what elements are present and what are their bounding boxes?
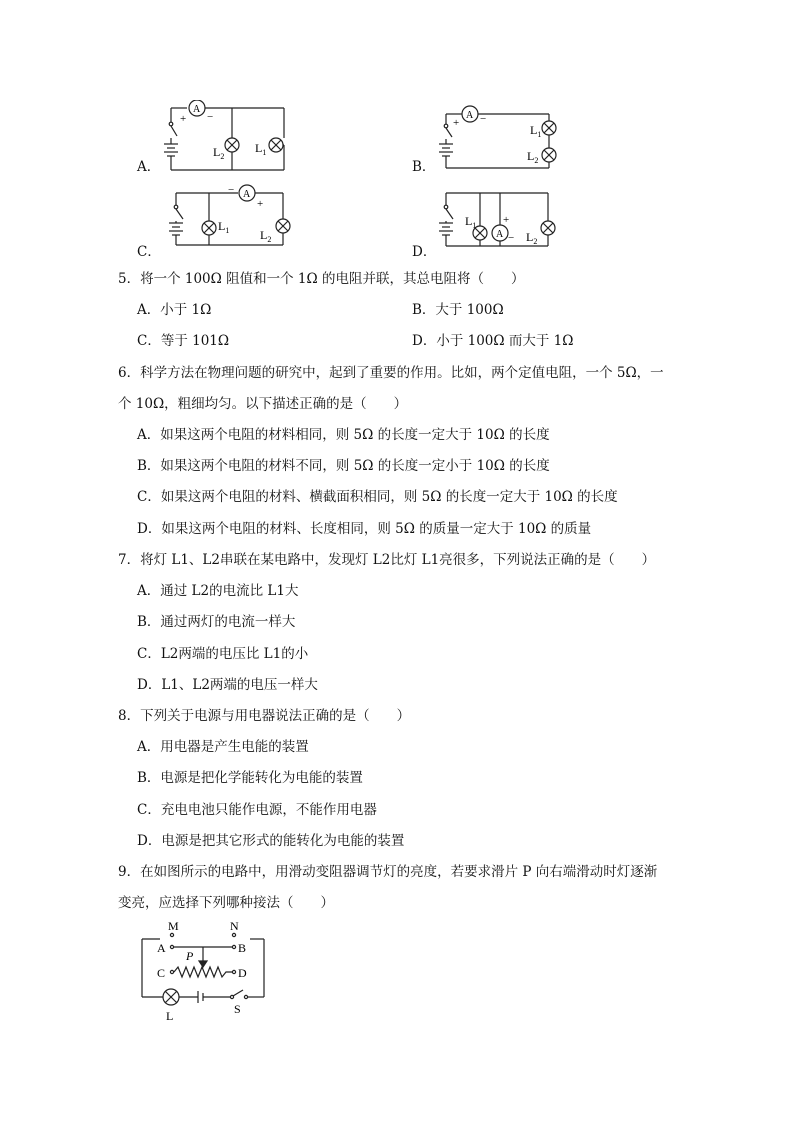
lamp-l2-label: $L_2$ [213, 145, 225, 161]
terminal-a-label: A [157, 941, 166, 955]
lamp-l1-label: $L_1$ [530, 123, 542, 139]
ammeter-label: A [496, 229, 504, 240]
lamp-l2-label: $L_2$ [527, 149, 539, 165]
minus-terminal: − [508, 232, 515, 244]
q5-option-d[interactable]: D．小于 100Ω 而大于 1Ω [412, 333, 574, 349]
q5-option-a[interactable]: A．小于 1Ω [137, 302, 212, 318]
q4-option-d[interactable]: D． [412, 244, 437, 260]
q6-option-a[interactable]: A．如果这两个电阻的材料相同，则 5Ω 的长度一定大于 10Ω 的长度 [137, 427, 550, 443]
circuit-diagram-b [432, 100, 562, 175]
q4-option-b[interactable]: B． [412, 159, 436, 175]
terminal-m-label: M [168, 919, 179, 933]
minus-terminal: − [480, 113, 487, 125]
circuit-diagram-c [160, 183, 295, 258]
ammeter-label: A [243, 189, 251, 200]
q5-stem: 5．将一个 100Ω 阻值和一个 1Ω 的电阻并联，其总电阻将（ ） [118, 271, 525, 287]
q6-stem-line2: 个 10Ω，粗细均匀。以下描述正确的是（ ） [118, 396, 408, 412]
lamp-l1-label: $L_1$ [255, 141, 267, 157]
plus-terminal: + [503, 214, 510, 226]
terminal-b-label: B [238, 941, 247, 955]
q9-stem-line1: 9．在如图所示的电路中，用滑动变阻器调节灯的亮度，若要求滑片 P 向右端滑动时灯逐渐 [118, 864, 658, 880]
rheostat-circuit-diagram [130, 915, 280, 1025]
q7-option-d[interactable]: D．L1、L2两端的电压一样大 [137, 677, 318, 693]
lamp-l2-label: $L_2$ [526, 230, 538, 246]
q8-option-a[interactable]: A．用电器是产生电能的装置 [137, 739, 309, 755]
ammeter-label: A [193, 104, 201, 115]
q6-option-d[interactable]: D．如果这两个电阻的材料、长度相同，则 5Ω 的质量一定大于 10Ω 的质量 [137, 521, 592, 537]
q9-stem-line2: 变亮，应选择下列哪种接法（ ） [118, 895, 334, 911]
q4-option-a[interactable]: A． [137, 159, 161, 175]
lamp-l1-label: $L_1$ [218, 219, 230, 235]
q6-stem-line1: 6．科学方法在物理问题的研究中，起到了重要的作用。比如，两个定值电阻，一个 5Ω，一 [118, 365, 664, 381]
q8-option-d[interactable]: D．电源是把其它形式的能转化为电能的装置 [137, 833, 405, 849]
plus-terminal: + [453, 117, 460, 129]
ammeter-label: A [466, 110, 474, 121]
switch-label: S [234, 1002, 241, 1016]
plus-terminal: + [257, 198, 264, 210]
slider-p-label: P [186, 949, 194, 963]
q8-option-c[interactable]: C．充电电池只能作电源，不能作用电器 [137, 802, 377, 818]
plus-terminal: + [180, 113, 187, 125]
q7-option-c[interactable]: C．L2两端的电压比 L1的小 [137, 646, 309, 662]
terminal-d-label: D [238, 966, 247, 980]
minus-terminal: − [228, 184, 235, 196]
circuit-diagram-d [430, 183, 560, 258]
q5-option-b[interactable]: B．大于 100Ω [412, 302, 504, 318]
q5-option-c[interactable]: C．等于 101Ω [137, 333, 230, 349]
q6-option-b[interactable]: B．如果这两个电阻的材料不同，则 5Ω 的长度一定小于 10Ω 的长度 [137, 458, 550, 474]
lamp-l2-label: $L_2$ [260, 228, 272, 244]
lamp-l1-label: $L_1$ [465, 214, 477, 230]
q8-option-b[interactable]: B．电源是把化学能转化为电能的装置 [137, 770, 363, 786]
lamp-label: L [166, 1009, 174, 1023]
q7-stem: 7．将灯 L1、L2串联在某电路中，发现灯 L2比灯 L1亮很多，下列说法正确的是（ ） [118, 552, 656, 568]
circuit-diagram-a [155, 100, 295, 175]
q8-stem: 8．下列关于电源与用电器说法正确的是（ ） [118, 708, 411, 724]
q7-option-a[interactable]: A．通过 L2的电流比 L1大 [137, 583, 299, 599]
terminal-c-label: C [157, 966, 166, 980]
q4-option-c[interactable]: C． [137, 244, 161, 260]
q6-option-c[interactable]: C．如果这两个电阻的材料、横截面积相同，则 5Ω 的长度一定大于 10Ω 的长度 [137, 489, 618, 505]
q7-option-b[interactable]: B．通过两灯的电流一样大 [137, 614, 296, 630]
terminal-n-label: N [230, 919, 239, 933]
minus-terminal: − [207, 111, 214, 123]
